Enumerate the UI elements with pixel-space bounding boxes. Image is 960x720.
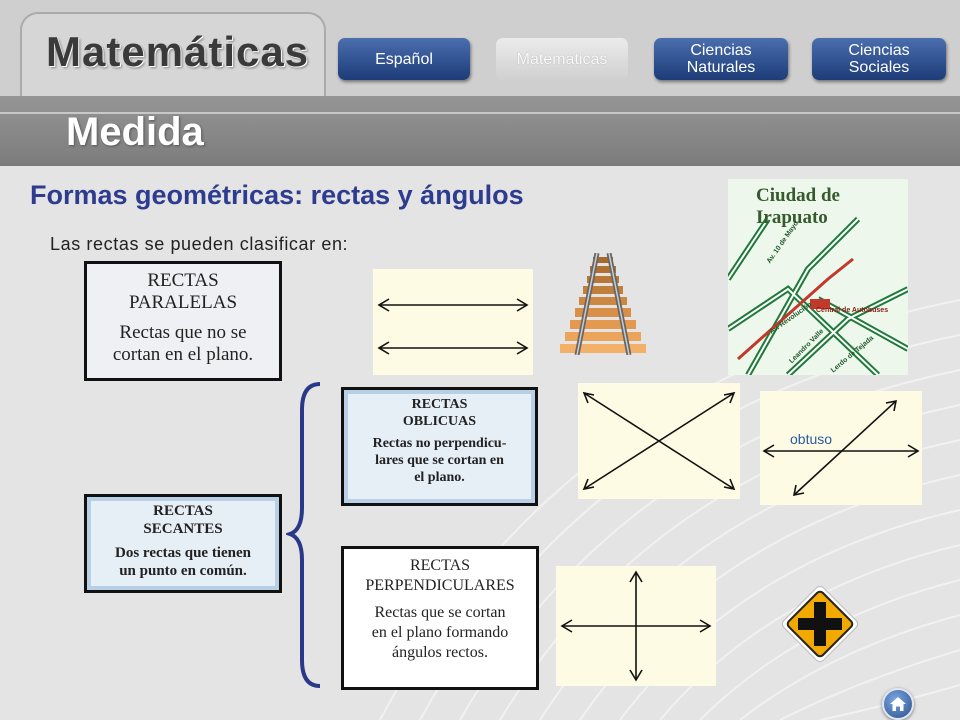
card-oblicuas-desc-2: lares que se cortan en bbox=[375, 453, 504, 468]
map-street-2: Av. Revolución bbox=[768, 301, 814, 336]
card-rectas-paralelas bbox=[84, 261, 282, 381]
card-paralelas-title-2: PARALELAS bbox=[128, 292, 238, 313]
nav-espanol-button[interactable] bbox=[338, 38, 470, 80]
map-title: Ciudad de Irapuato bbox=[756, 185, 840, 228]
home-button[interactable] bbox=[882, 688, 914, 720]
oblique-lines-panel bbox=[578, 383, 740, 499]
card-paralelas-desc-1: Rectas que no se bbox=[119, 322, 247, 343]
obtuse-angle-diagram bbox=[760, 391, 922, 505]
nav-espanol-label: Español bbox=[375, 50, 433, 68]
card-perpendiculares-title-1: RECTAS bbox=[409, 557, 471, 574]
card-secantes-title-2: SECANTES bbox=[143, 521, 223, 537]
card-perpendiculares-desc-2: en el plano formando bbox=[371, 624, 509, 641]
map-street-5: Central de Autobuses bbox=[816, 307, 889, 314]
lesson-title: Formas geométricas: rectas y ángulos bbox=[30, 180, 524, 210]
map-street-3: Leandro Valle bbox=[788, 327, 826, 366]
card-perpendiculares-title-2: PERPENDICULARES bbox=[365, 577, 515, 594]
nav-ciencias-sociales-button[interactable] bbox=[812, 38, 946, 80]
map-street-4: Lerdo de Tejada bbox=[829, 334, 876, 375]
parallel-lines-diagram bbox=[373, 269, 533, 375]
crossroad-sign-icon bbox=[774, 578, 866, 670]
map-street-1: Av. 10 de Mayo bbox=[765, 220, 801, 265]
nav-ciencias-sociales-label-1: Ciencias bbox=[848, 42, 910, 59]
card-oblicuas-desc-3: el plano. bbox=[414, 470, 465, 485]
nav-matematicas-button[interactable] bbox=[496, 38, 628, 80]
card-secantes-desc-1: Dos rectas que tienen bbox=[115, 545, 251, 561]
app-title: Matemáticas bbox=[46, 28, 310, 75]
obtuse-angle-panel bbox=[760, 391, 922, 505]
card-paralelas-desc-2: cortan en el plano. bbox=[112, 344, 254, 365]
card-rectas-oblicuas bbox=[341, 387, 538, 506]
card-perpendiculares-desc-1: Rectas que se cortan bbox=[374, 604, 506, 621]
card-perpendiculares-desc-3: ángulos rectos. bbox=[392, 644, 488, 661]
obtuse-label: obtuso bbox=[790, 431, 833, 447]
brace-icon bbox=[286, 380, 326, 690]
nav-ciencias-sociales-label-2: Sociales bbox=[848, 59, 910, 76]
perpendicular-lines-diagram bbox=[556, 566, 716, 686]
card-paralelas-title-1: RECTAS bbox=[147, 270, 219, 291]
section-title: Medida bbox=[66, 110, 204, 154]
card-oblicuas-title-2: OBLICUAS bbox=[402, 414, 477, 429]
perpendicular-lines-panel bbox=[556, 566, 716, 686]
city-map bbox=[728, 179, 908, 375]
card-oblicuas-title-1: RECTAS bbox=[411, 397, 468, 412]
oblique-lines-diagram bbox=[578, 383, 740, 499]
card-oblicuas-desc-1: Rectas no perpendicu- bbox=[372, 436, 507, 451]
nav-matematicas-label: Matemáticas bbox=[516, 50, 608, 68]
lesson-intro: Las rectas se pueden clasificar en: bbox=[50, 234, 349, 254]
card-secantes-desc-2: un punto en común. bbox=[119, 563, 247, 579]
nav-ciencias-naturales-label-1: Ciencias bbox=[690, 42, 752, 59]
card-secantes-title-1: RECTAS bbox=[153, 503, 213, 519]
parallel-lines-panel bbox=[373, 269, 533, 375]
railroad-track-icon bbox=[555, 253, 651, 355]
nav-ciencias-naturales-label-2: Naturales bbox=[686, 59, 756, 76]
home-icon bbox=[889, 695, 907, 713]
nav-ciencias-naturales-button[interactable] bbox=[654, 38, 788, 80]
card-rectas-secantes bbox=[84, 494, 282, 593]
card-rectas-perpendiculares bbox=[341, 546, 539, 690]
